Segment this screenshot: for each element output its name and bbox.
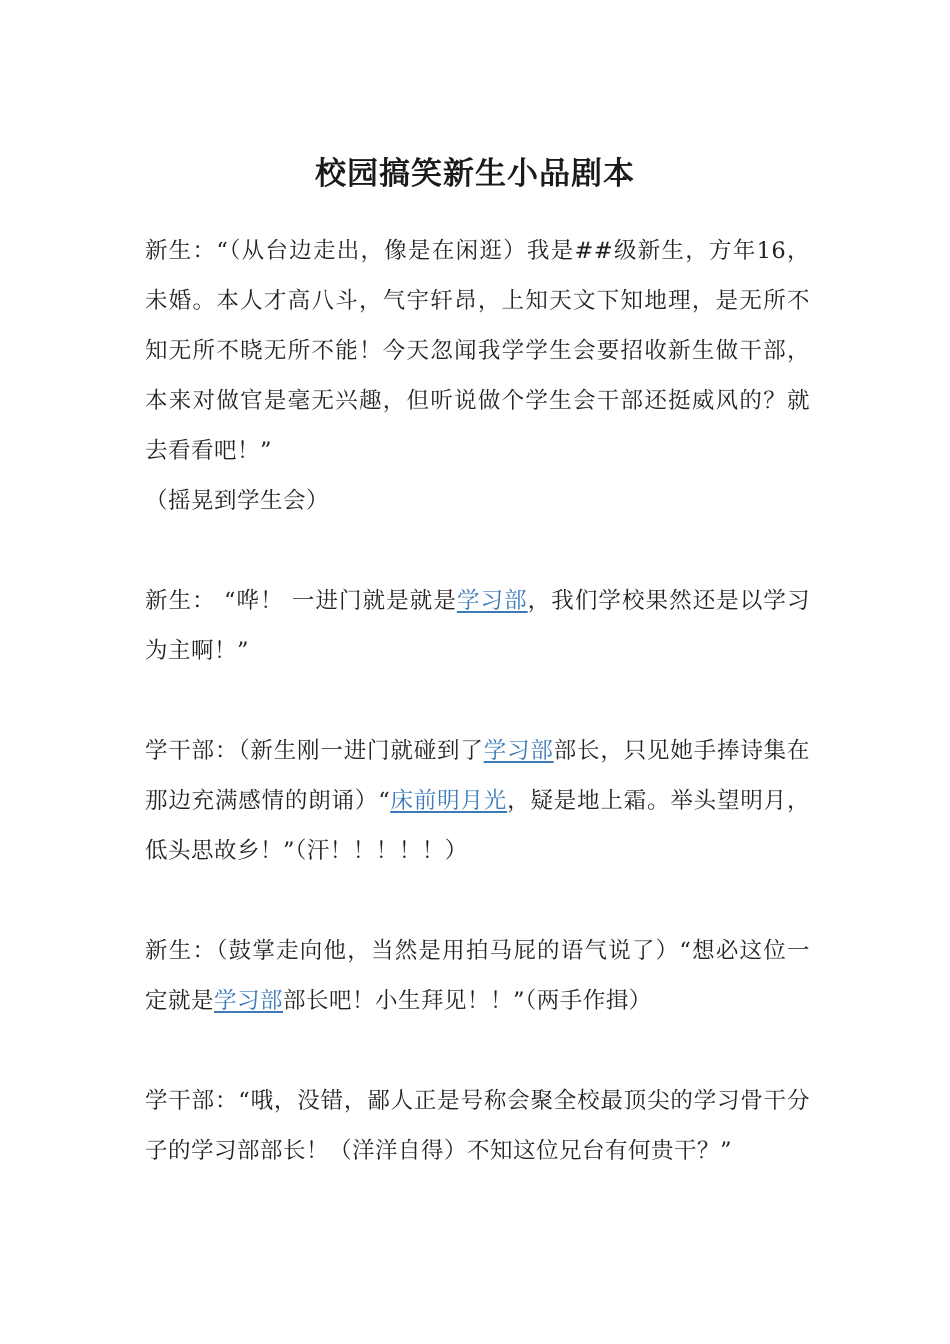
paragraph-cadre-poem	[145, 726, 810, 876]
paragraph-text: ，我们学校果然还是以学习为主啊！”	[145, 588, 810, 664]
page-title: 校园搞笑新生小品剧本	[315, 155, 635, 192]
paragraph-stage-direction	[145, 476, 810, 526]
paragraph-gap	[145, 1026, 810, 1076]
paragraph-text: 学干部：“哦，没错，鄙人正是号称会聚全校最顶尖的学习骨干分子的学习部部长！（洋洋自得）不知这位兄台有何贵干？”	[145, 1088, 810, 1164]
paragraph-freshman-greeting	[145, 926, 810, 1026]
paragraph-gap	[145, 876, 810, 926]
paragraph-text: 部长吧！小生拜见！！”（两手作揖）	[283, 988, 652, 1014]
paragraph-text: ，疑是地上霜。举头望明月，低头思故乡！”（汗！！！！！）	[145, 788, 810, 864]
paragraph-text: 新生：（鼓掌走向他，当然是用拍马屁的语气说了）“想必这位一定就是	[145, 938, 810, 1014]
paragraph-text: （摇晃到学生会）	[145, 488, 330, 514]
paragraph-text: 部长，只见她手捧诗集在那边充满感情的朗诵）“	[145, 738, 810, 814]
paragraph-text: 学干部：（新生刚一进门就碰到了	[145, 738, 484, 764]
paragraph-gap	[145, 676, 810, 726]
paragraph-freshman-line	[145, 576, 810, 676]
paragraph-text: 新生： “哗！ 一进门就是就是	[145, 588, 457, 614]
study-dept-link[interactable]: 学习部	[456, 588, 528, 614]
script-body	[145, 226, 810, 1176]
study-dept-link[interactable]: 学习部	[214, 988, 284, 1014]
paragraph-text: 新生：“（从台边走出，像是在闲逛）我是##级新生，方年16，未婚。本人才高八斗，气宇轩昂，上知天文下知地理，是无所不知无所不晓无所不能！今天忽闻我学学生会要招收新生做干部，本来对做官是毫无兴趣，但听说做个学生会干部还挺威风的？就去看看吧！”	[145, 238, 810, 464]
poem-link[interactable]: 床前明月光	[390, 788, 508, 814]
paragraph-cadre-reply	[145, 1076, 810, 1176]
study-dept-link[interactable]: 学习部	[483, 738, 554, 764]
paragraph-gap	[145, 526, 810, 576]
paragraph-intro	[145, 226, 810, 476]
